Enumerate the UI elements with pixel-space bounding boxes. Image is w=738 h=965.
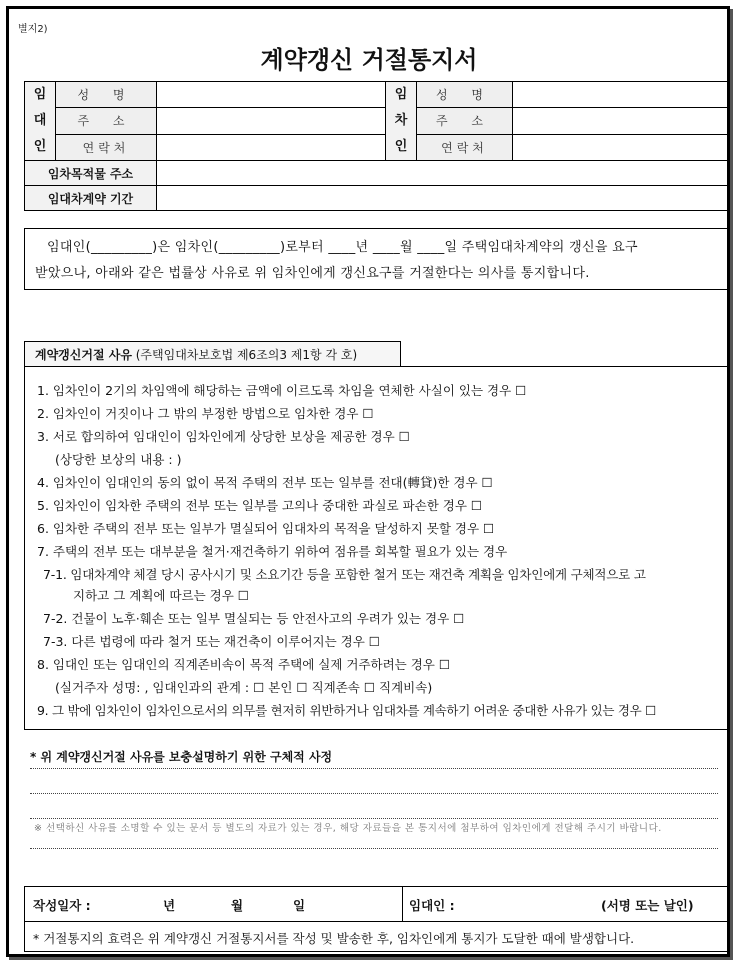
- lessor-role-char: 임: [33, 87, 47, 102]
- lessor-address-field[interactable]: [157, 108, 386, 134]
- lessee-role-char: 임: [394, 87, 408, 102]
- reason-item: 2. 임차인이 거짓이나 그 밖의 부정한 방법으로 임차한 경우 ☐: [37, 406, 374, 421]
- signature-seal-label: (서명 또는 날인): [601, 898, 694, 913]
- reasons-header-law: (주택임대차보호법 제6조의3 제1항 각 호): [131, 348, 358, 362]
- reasons-header-title: 계약갱신거절 사유: [35, 348, 132, 362]
- document-title: 계약갱신 거절통지서: [260, 46, 478, 74]
- lessor-role-char: 인: [33, 139, 47, 154]
- lease-period-field[interactable]: [157, 186, 730, 211]
- notice-box: [24, 228, 730, 290]
- reason-detail: (실거주자 성명: , 임대인과의 관계 : ☐ 본인 ☐ 직계존속 ☐ 직계비속): [55, 680, 433, 695]
- reason-item: 3. 서로 합의하여 임대인이 임차인에게 상당한 보상을 제공한 경우 ☐: [37, 429, 410, 444]
- dotted-line: [30, 848, 718, 849]
- reason-item: 6. 임차한 주택의 전부 또는 일부가 멸실되어 임대차의 목적을 달성하지 못할 경우 ☐: [37, 521, 495, 536]
- parties-table: [24, 81, 730, 211]
- dotted-line: [30, 818, 718, 819]
- lessor-role-cell: [25, 82, 56, 161]
- lessor-role-char: 대: [33, 113, 47, 128]
- footer-box: [24, 886, 730, 952]
- annex-number: 별지2): [18, 24, 48, 35]
- lessor-name-field[interactable]: [157, 82, 386, 108]
- notice-line-1: 임대인(_________)은 임차인(_________)로부터 ____년 ____월 ____일 주택임대차계약의 갱신을 요구: [47, 240, 638, 255]
- lessor-contact-label: 연락처: [56, 134, 157, 160]
- reason-item: 9. 그 밖에 임차인이 임차인으로서의 의무를 현저히 위반하거나 임대차를 계속하기 어려운 중대한 사유가 있는 경우 ☐: [37, 703, 656, 718]
- reason-item: 4. 임차인이 임대인의 동의 없이 목적 주택의 전부 또는 일부를 전대(轉貸)한 경우 ☐: [37, 475, 493, 490]
- reasons-box: [24, 366, 730, 730]
- lease-period-label: 임대차계약 기간: [25, 186, 157, 211]
- reason-subitem: 7-1. 임대차계약 체결 당시 공사시기 및 소요기간 등을 포함한 철거 또는 재건축 계획을 임차인에게 구체적으로 고: [43, 567, 646, 582]
- lessee-contact-field[interactable]: [513, 134, 730, 160]
- reason-subitem: 7-2. 건물이 노후·훼손 또는 일부 멸실되는 등 안전사고의 우려가 있는 경우 ☐: [43, 611, 465, 626]
- reason-item: 7. 주택의 전부 또는 대부분을 철거·재건축하기 위하여 점유를 회복할 필요가 있는 경우: [37, 544, 508, 559]
- dotted-line: [30, 768, 718, 769]
- lessee-name-field[interactable]: [513, 82, 730, 108]
- footer-divider: [402, 887, 403, 921]
- lessee-role-char: 차: [394, 113, 408, 128]
- reason-item: 1. 임차인이 2기의 차임액에 해당하는 금액에 이르도록 차임을 연체한 사실이 있는 경우 ☐: [37, 383, 527, 398]
- lessee-contact-label: 연락처: [417, 134, 513, 160]
- attachment-note: ※ 선택하신 사유를 소명할 수 있는 문서 등 별도의 자료가 있는 경우, 해당 자료들을 본 통지서에 첨부하여 임차인에게 전달해 주시기 바랍니다.: [34, 823, 662, 834]
- date-month-label: 월: [231, 898, 244, 913]
- date-day-label: 일: [293, 898, 306, 913]
- notice-line-2: 받았으나, 아래와 같은 법률상 사유로 위 임차인에게 갱신요구를 거절한다는 의사를 통지합니다.: [35, 266, 590, 281]
- dotted-line: [30, 793, 718, 794]
- date-label: 작성일자 :: [33, 898, 91, 913]
- effect-note: * 거절통지의 효력은 위 계약갱신 거절통지서를 작성 및 발송한 후, 임차인에게 통지가 도달한 때에 발생합니다.: [33, 931, 635, 946]
- lessee-role-cell: [386, 82, 417, 161]
- reason-detail: (상당한 보상의 내용 : ): [55, 452, 182, 467]
- reason-item: 5. 임차인이 임차한 주택의 전부 또는 일부를 고의나 중대한 과실로 파손한 경우 ☐: [37, 498, 483, 513]
- date-year-label: 년: [163, 898, 176, 913]
- lessee-role-char: 인: [394, 139, 408, 154]
- lessor-contact-field[interactable]: [157, 134, 386, 160]
- lessee-address-label: 주 소: [417, 108, 513, 134]
- reason-subitem-continued: 지하고 그 계획에 따르는 경우 ☐: [73, 588, 249, 603]
- lessor-sign-label: 임대인 :: [409, 898, 455, 913]
- reasons-header: [24, 341, 401, 367]
- lessor-address-label: 주 소: [56, 108, 157, 134]
- property-address-label: 임차목적물 주소: [25, 161, 157, 186]
- reason-item: 8. 임대인 또는 임대인의 직계존비속이 목적 주택에 실제 거주하려는 경우 ☐: [37, 657, 451, 672]
- lessee-address-field[interactable]: [513, 108, 730, 134]
- lessor-name-label: 성 명: [56, 82, 157, 108]
- lessee-name-label: 성 명: [417, 82, 513, 108]
- property-address-field[interactable]: [157, 161, 730, 186]
- supplement-title: * 위 계약갱신거절 사유를 보충설명하기 위한 구체적 사정: [30, 750, 333, 764]
- reason-subitem: 7-3. 다른 법령에 따라 철거 또는 재건축이 이루어지는 경우 ☐: [43, 634, 381, 649]
